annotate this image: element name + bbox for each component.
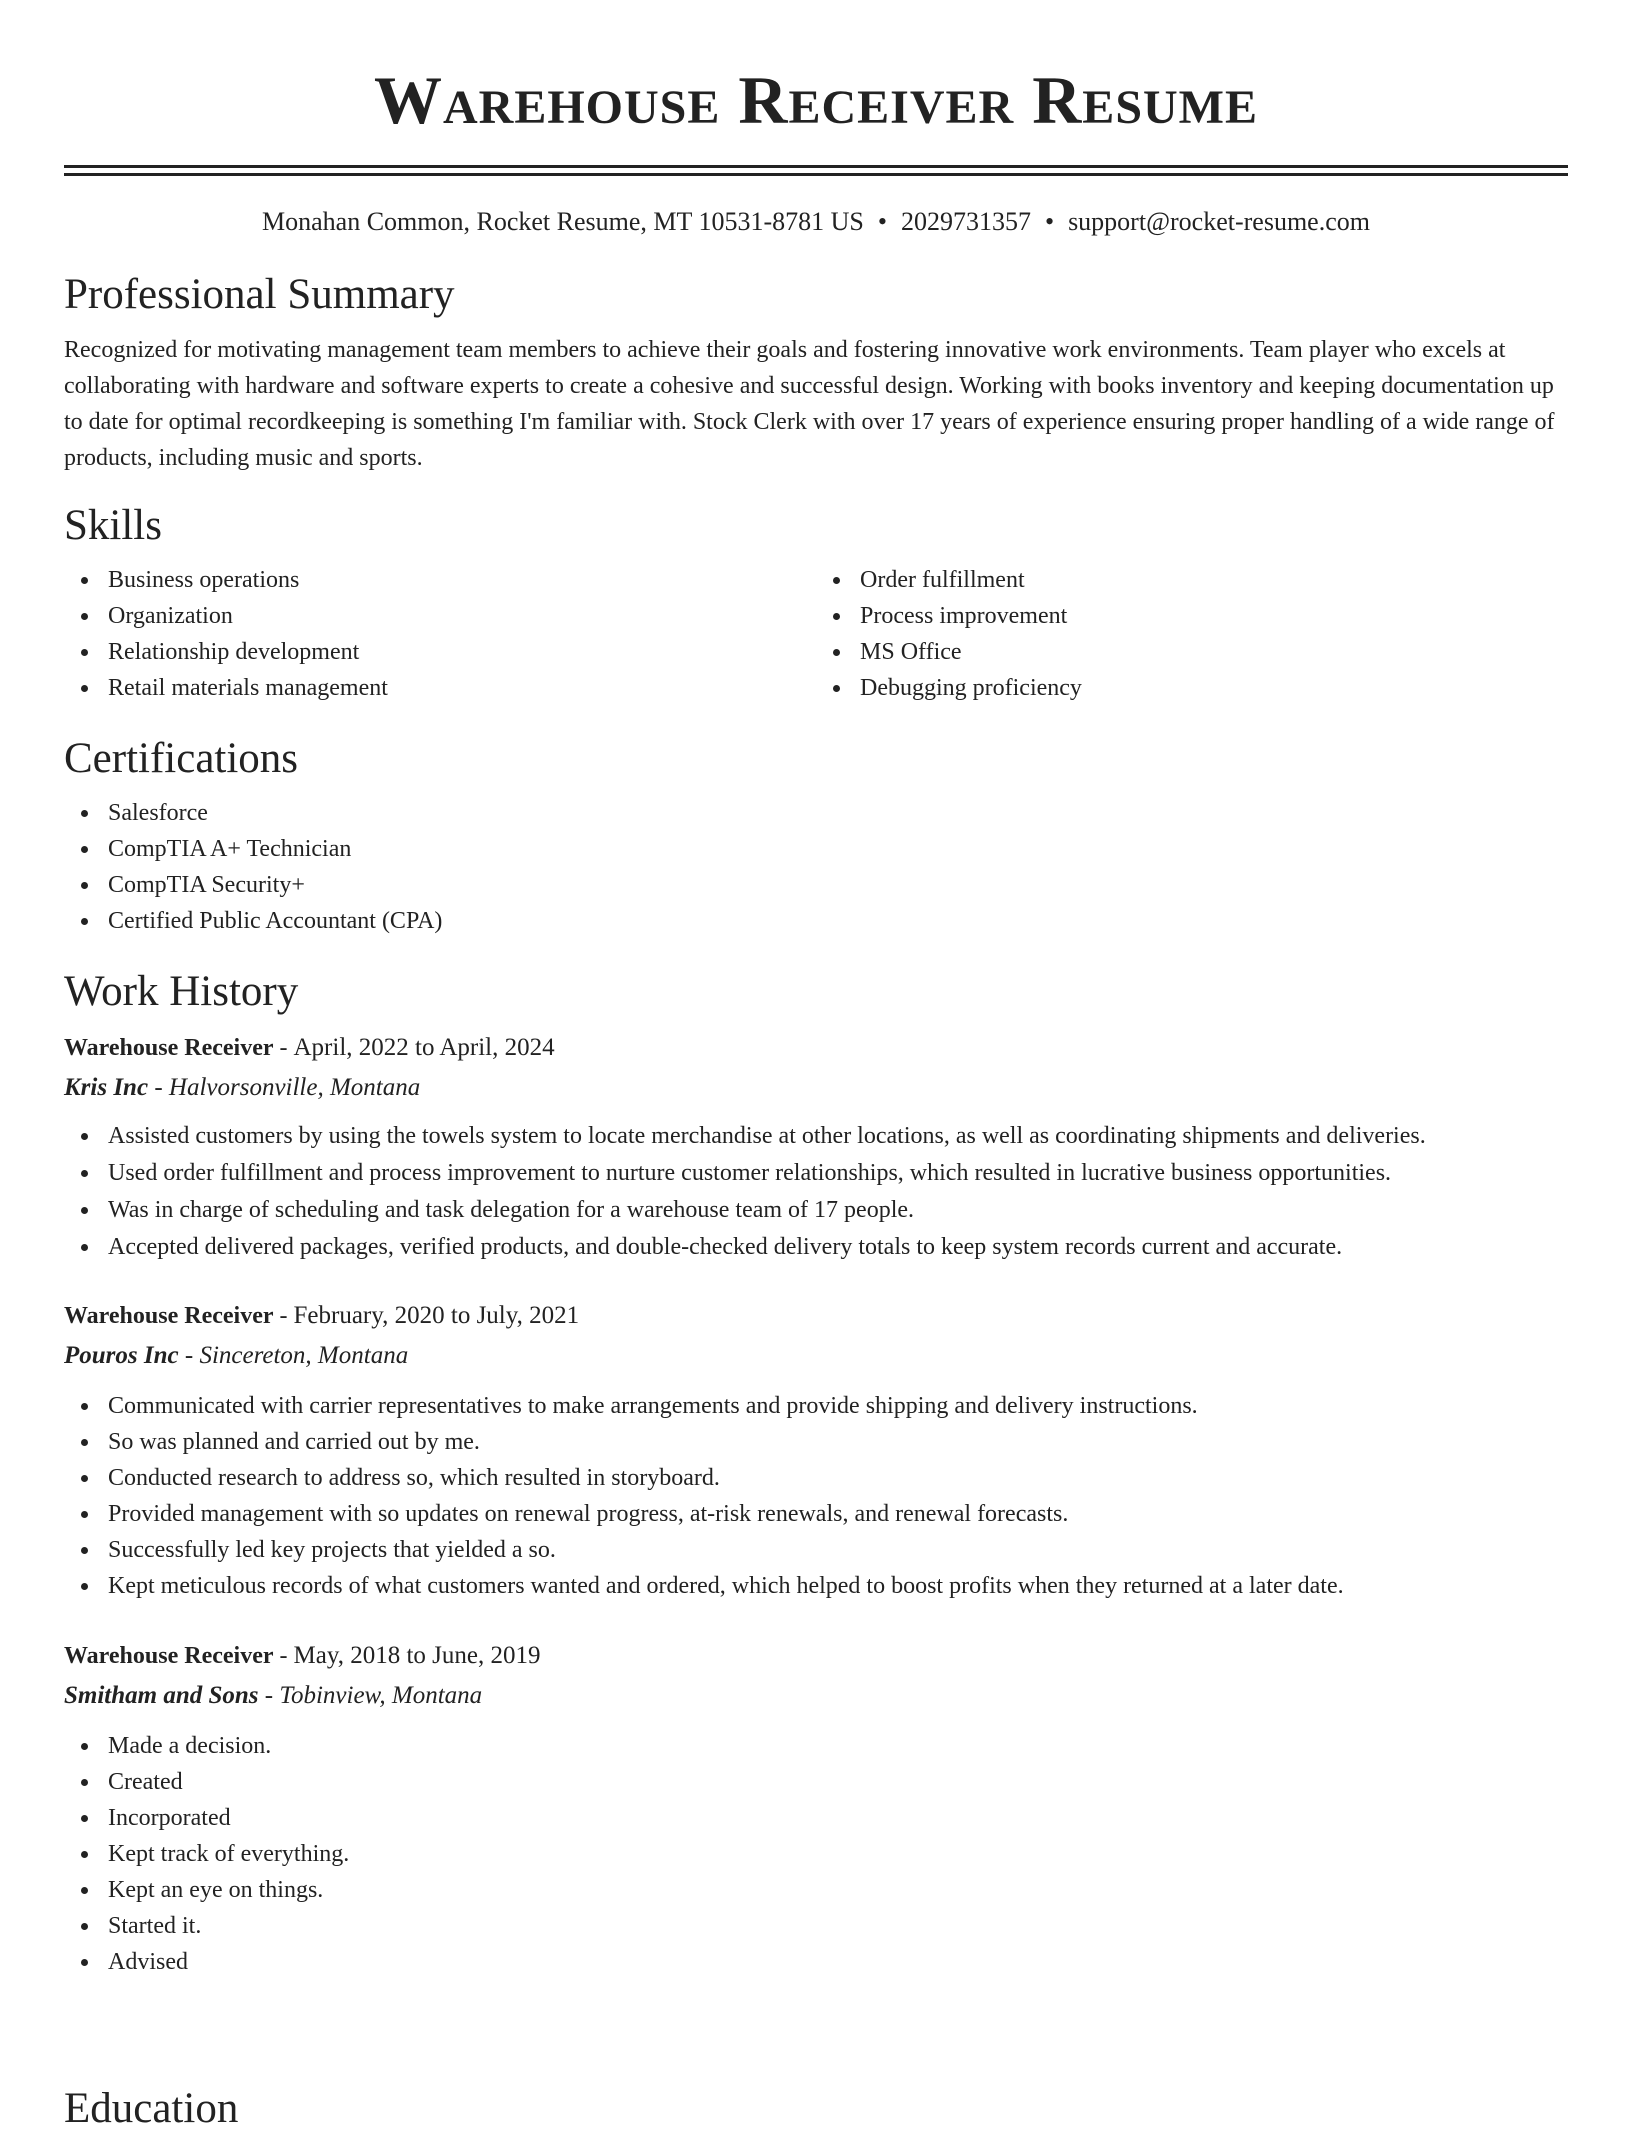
job-bullet: Incorporated	[108, 1800, 1568, 1836]
job-bullet: Accepted delivered packages, verified products, and double-checked delivery totals to keep system records current and accurate.	[108, 1229, 1568, 1266]
job-bullet: Started it.	[108, 1908, 1568, 1944]
skill-item: Business operations	[108, 562, 816, 598]
job-entry	[64, 1638, 1568, 1980]
skill-item: Relationship development	[108, 634, 816, 670]
skill-item: Organization	[108, 598, 816, 634]
job-company: Smitham and Sons	[64, 1682, 259, 1709]
skill-item: MS Office	[860, 634, 1568, 670]
skill-item: Retail materials management	[108, 670, 816, 706]
job-company: Pouros Inc	[64, 1342, 179, 1369]
job-dates: April, 2022 to April, 2024	[293, 1034, 555, 1061]
job-bullets	[64, 1118, 1568, 1266]
job-role: Warehouse Receiver	[64, 1303, 274, 1329]
job-bullet: Assisted customers by using the towels system to locate merchandise at other locations, as well as coordinating shipments and deliveries.	[108, 1118, 1568, 1155]
skill-item: Order fulfillment	[860, 562, 1568, 598]
job-location: Tobinview, Montana	[279, 1682, 483, 1709]
contact-separator: •	[1044, 207, 1055, 236]
contact-address: Monahan Common, Rocket Resume, MT 10531-8781 US	[262, 207, 864, 236]
resume-title: Warehouse Receiver Resume	[373, 62, 1259, 138]
summary-text: Recognized for motivating management team members to achieve their goals and fostering innovative work environments. Team player who excels at collaborating with hardware and software experts to create a cohesive and successful design. Working with books inventory and keeping documentation up to date for optimal recordkeeping is something I'm familiar with. Stock Clerk with over 17 years of experience ensuring proper handling of a wide range of products, including music and sports.	[64, 337, 1555, 471]
job-bullet: So was planned and carried out by me.	[108, 1424, 1568, 1460]
certification-item: Salesforce	[108, 795, 1568, 831]
contact-phone: 2029731357	[900, 207, 1031, 236]
job-bullet: Communicated with carrier representatives to make arrangements and provide shipping and delivery instructions.	[108, 1388, 1568, 1424]
job-company: Kris Inc	[64, 1074, 149, 1101]
summary-heading: Professional Summary	[64, 271, 455, 318]
skills-list	[64, 562, 1568, 706]
job-dates: May, 2018 to June, 2019	[293, 1642, 541, 1669]
job-bullet: Kept track of everything.	[108, 1836, 1568, 1872]
job-bullet: Kept meticulous records of what customers wanted and ordered, which helped to boost profits when they returned at a later date.	[108, 1568, 1568, 1604]
certifications-list	[64, 795, 1568, 939]
job-role: Warehouse Receiver	[64, 1643, 274, 1669]
skills-heading: Skills	[64, 502, 162, 549]
contact-separator: •	[877, 207, 887, 236]
job-entry	[64, 1298, 1568, 1604]
job-company-line: Pouros Inc - Sincereton, Montana	[64, 1342, 409, 1369]
job-location: Sincereton, Montana	[199, 1342, 409, 1369]
job-title-line: Warehouse Receiver - May, 2018 to June, 2019	[64, 1642, 541, 1669]
job-bullet: Used order fulfillment and process improvement to nurture customer relationships, which resulted in lucrative business opportunities.	[108, 1155, 1568, 1192]
job-title-line: Warehouse Receiver - April, 2022 to April, 2024	[64, 1034, 555, 1061]
job-bullets	[64, 1728, 1568, 1980]
job-location: Halvorsonville, Montana	[168, 1074, 421, 1101]
resume-page	[64, 0, 1568, 2132]
job-dates: February, 2020 to July, 2021	[293, 1302, 580, 1329]
certification-item: CompTIA A+ Technician	[108, 831, 1568, 867]
job-bullet: Successfully led key projects that yielded a so.	[108, 1532, 1568, 1568]
contact-email: support@rocket-resume.com	[1068, 207, 1370, 236]
certifications-heading: Certifications	[64, 735, 299, 782]
job-bullet: Was in charge of scheduling and task delegation for a warehouse team of 17 people.	[108, 1192, 1568, 1229]
job-bullet: Kept an eye on things.	[108, 1872, 1568, 1908]
job-bullet: Made a decision.	[108, 1728, 1568, 1764]
contact-line	[64, 204, 1568, 240]
certification-item: CompTIA Security+	[108, 867, 1568, 903]
education-heading: Education	[64, 2085, 239, 2132]
job-title-line: Warehouse Receiver - February, 2020 to July, 2021	[64, 1302, 580, 1329]
skills-column-left	[64, 562, 816, 706]
job-bullet: Conducted research to address so, which resulted in storyboard.	[108, 1460, 1568, 1496]
skill-item: Debugging proficiency	[860, 670, 1568, 706]
job-company-line: Smitham and Sons - Tobinview, Montana	[64, 1682, 483, 1709]
job-bullet: Provided management with so updates on renewal progress, at-risk renewals, and renewal forecasts.	[108, 1496, 1568, 1532]
title-divider	[64, 165, 1568, 176]
certification-item: Certified Public Accountant (CPA)	[108, 903, 1568, 939]
job-role: Warehouse Receiver	[64, 1035, 274, 1061]
job-bullets	[64, 1388, 1568, 1604]
job-entry	[64, 1030, 1568, 1266]
job-company-line: Kris Inc - Halvorsonville, Montana	[64, 1074, 421, 1101]
skills-column-right	[816, 562, 1568, 706]
skill-item: Process improvement	[860, 598, 1568, 634]
job-bullet: Advised	[108, 1944, 1568, 1980]
work-history-heading: Work History	[64, 968, 299, 1015]
job-bullet: Created	[108, 1764, 1568, 1800]
